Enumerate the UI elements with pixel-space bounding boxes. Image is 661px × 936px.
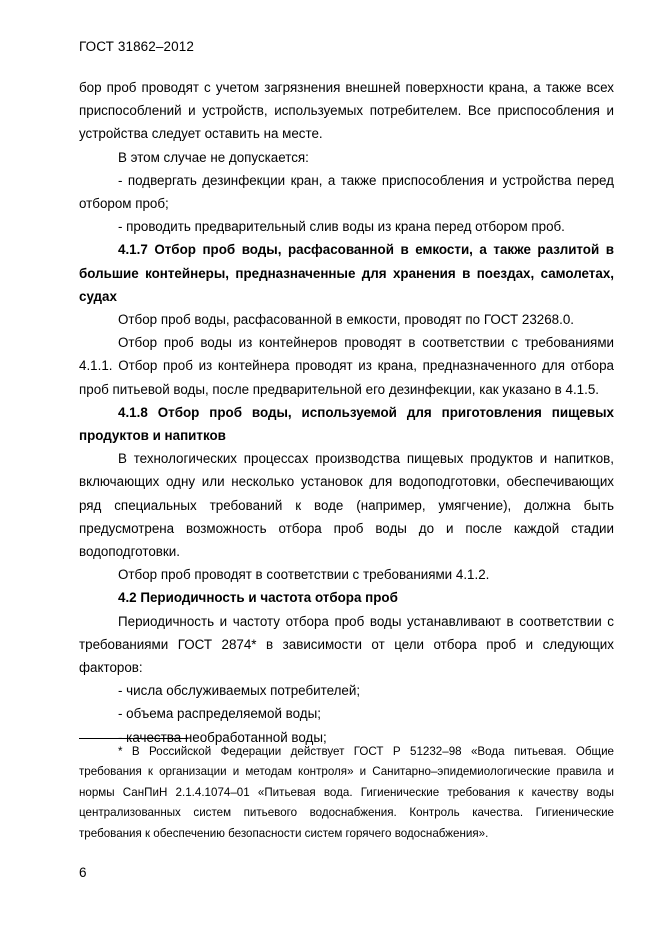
list-item-preliminary-drain: - проводить предварительный слив воды из крана перед отбором проб. — [118, 219, 565, 235]
paragraph-packaged-water: Отбор проб воды, расфасованной в емкости, проводят по ГОСТ 23268.0. — [118, 312, 575, 328]
list-item-water-volume: - объема распределяемой воды; — [118, 706, 321, 722]
paragraph-sampling-requirements: Отбор проб проводят в соответствии с требованиями 4.1.2. — [118, 567, 490, 583]
list-item-consumers: - числа обслуживаемых потребителей; — [118, 683, 361, 699]
body-text — [79, 76, 614, 749]
footnote-divider — [79, 738, 188, 739]
list-item-disinfection: - подвергать дезинфекции кран, а также приспособления и устройства перед отбором проб; — [79, 172, 614, 212]
running-header: ГОСТ 31862–2012 — [79, 39, 194, 54]
paragraph-containers: Отбор проб воды из контейнеров проводят в соответствии с требованиями 4.1.1. Отбор проб из контейнера проводят из крана, предназначенного для отбора проб питьевой воды, после предварительной его дезинфекции, как указано в 4.1.5. — [79, 335, 614, 397]
section-heading-4-1-8: 4.1.8 Отбор проб воды, используемой для приготовления пищевых продуктов и напитков — [79, 404, 614, 444]
list-item-raw-water-quality: - качества необработанной воды; — [118, 729, 327, 745]
section-heading-4-1-7: 4.1.7 Отбор проб воды, расфасованной в емкости, а также разлитой в большие контейнеры, предназначенные для хранения в поездах, самолетах, судах — [79, 242, 614, 304]
section-heading-4-2: 4.2 Периодичность и частота отбора проб — [118, 590, 398, 606]
footnote: * В Российской Федерации действует ГОСТ Р 51232–98 «Вода питьевая. Общие требования к организации и методам контроля» и Санитарно–эпидемиологические правила и нормы СанПиН 2.1.4.1074–01 «Питьевая вода. Гигиенические требования к качеству воды централизованных систем питьевого водоснабжения. Контроль качества. Гигиенические требования к обеспечению безопасности систем горячего водоснабжения». — [79, 745, 614, 840]
paragraph-not-allowed-intro: В этом случае не допускается: — [118, 149, 309, 165]
paragraph-periodicity: Периодичность и частоту отбора проб воды устанавливают в соответствии с требованиями ГОСТ 2874* в зависимости от цели отбора проб и следующих факторов: — [79, 613, 614, 676]
page-number: 6 — [79, 865, 87, 880]
paragraph-technological-processes: В технологических процессах производства пищевых продуктов и напитков, включающих одну или несколько установок для водоподготовки, обеспечивающих ряд специальных требований к воде (например, умягчение), должна быть предусмотрена возможность отбора проб воды до и после каждой стадии водоподготовки. — [79, 451, 614, 560]
paragraph-continuation: бор проб проводят с учетом загрязнения внешней поверхности крана, а также всех приспособлений и устройств, используемых потребителем. Все приспособления и устройства следует оставить на месте. — [79, 80, 614, 142]
